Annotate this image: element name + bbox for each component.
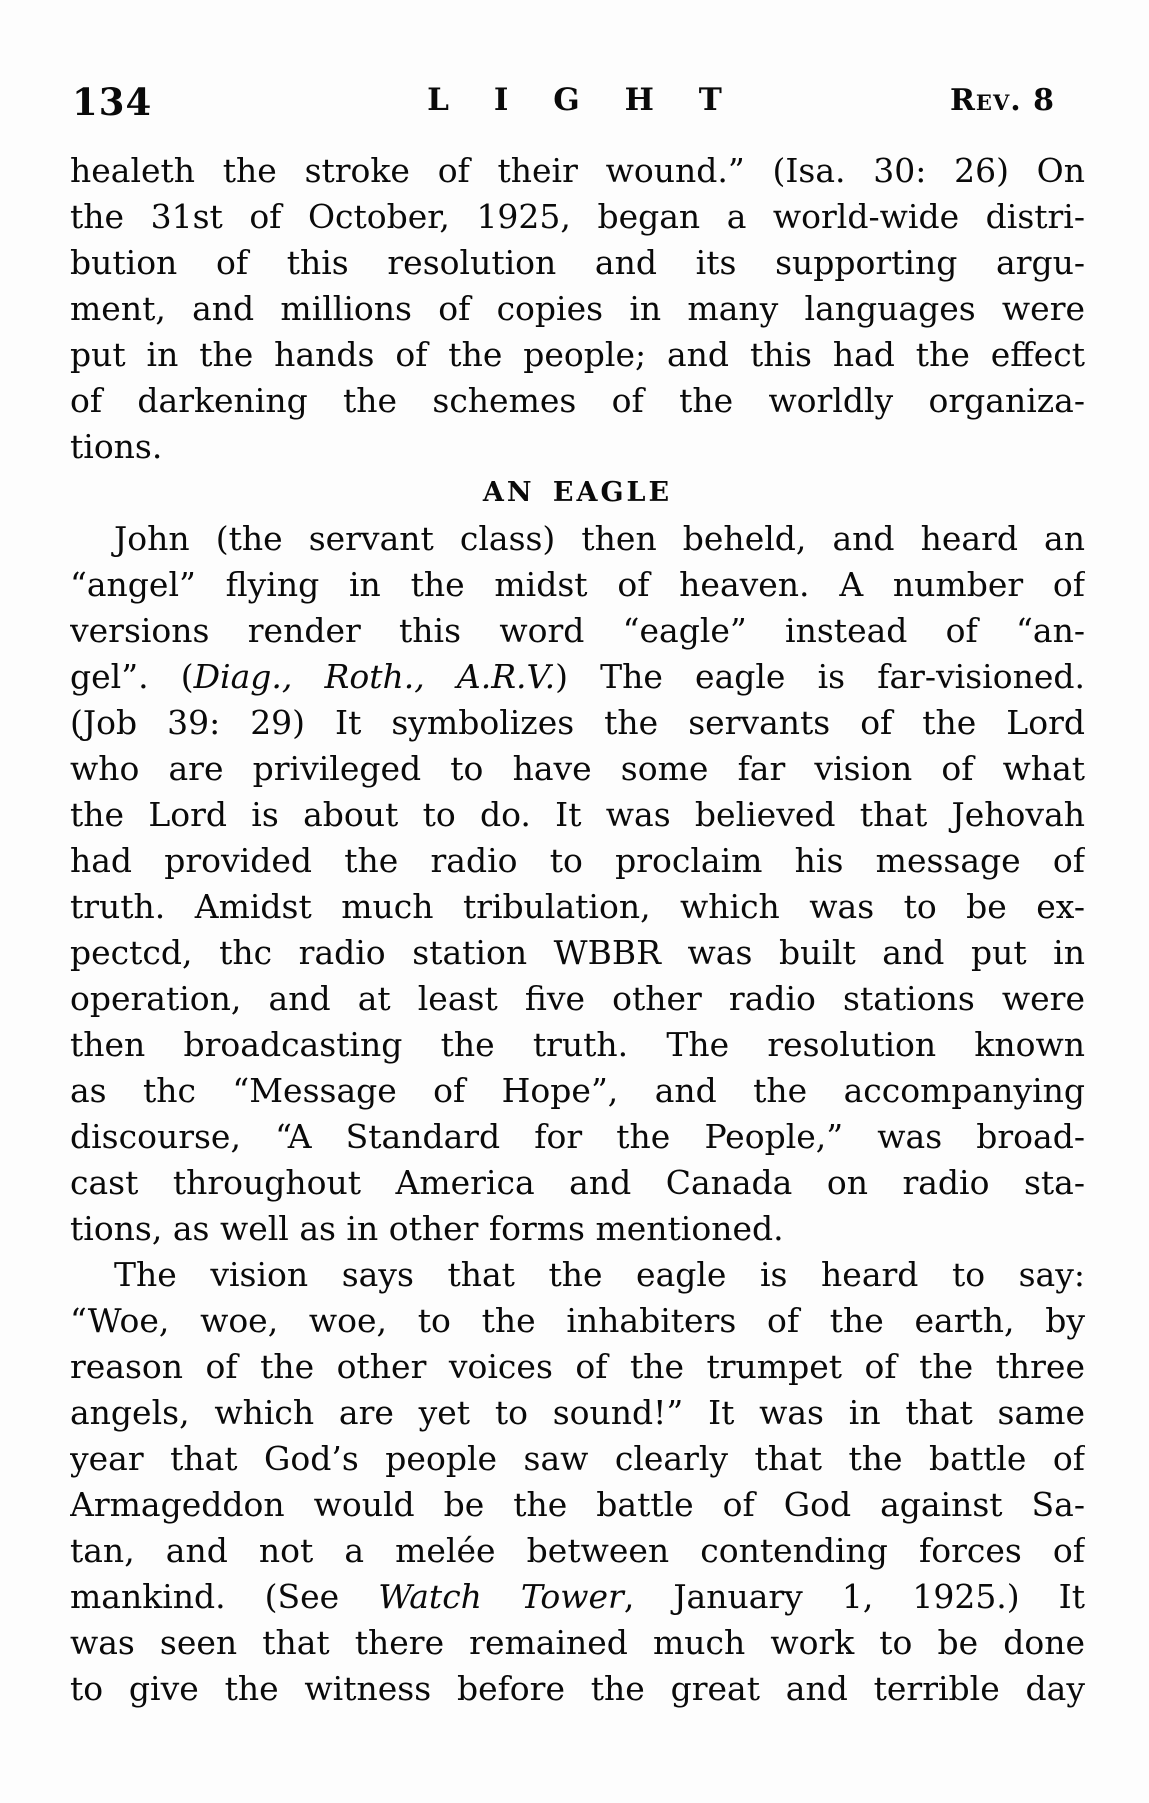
- text-line: year that God’s people saw clearly that the battle of: [70, 1439, 1085, 1478]
- text-line: the 31st of October, 1925, began a world-wide distri-: [70, 197, 1085, 236]
- text-line: The vision says that the eagle is heard to say:: [114, 1255, 1085, 1294]
- page-body: [70, 148, 1085, 1712]
- text-line: pectcd, thc radio station WBBR was built and put in: [70, 933, 1085, 972]
- text-line: mankind. (See Watch Tower, January 1, 1925.) It: [70, 1577, 1085, 1616]
- section-heading: AN EAGLE: [482, 477, 673, 508]
- italic-citation: Watch Tower: [378, 1577, 624, 1616]
- text-line: as thc “Message of Hope”, and the accompanying: [70, 1071, 1085, 1110]
- text-line: the Lord is about to do. It was believed that Jehovah: [70, 795, 1085, 834]
- text-line: “angel” flying in the midst of heaven. A number of: [70, 565, 1085, 604]
- text-line: ment, and millions of copies in many languages were: [70, 289, 1085, 328]
- book-title: L I G H T: [427, 82, 739, 118]
- italic-citation: Diag., Roth., A.R.V.: [193, 657, 556, 696]
- text-line: versions render this word “eagle” instead of “an-: [70, 611, 1085, 650]
- text-line: to give the witness before the great and terrible day: [70, 1669, 1085, 1708]
- text-line: of darkening the schemes of the worldly organiza-: [70, 381, 1085, 420]
- text-line: gel”. (Diag., Roth., A.R.V.) The eagle is far-visioned.: [70, 657, 1085, 696]
- text-line: angels, which are yet to sound!” It was in that same: [70, 1393, 1085, 1432]
- text-line: truth. Amidst much tribulation, which was to be ex-: [70, 887, 1085, 926]
- text-line: (Job 39: 29) It symbolizes the servants of the Lord: [70, 703, 1085, 742]
- text-line: who are privileged to have some far vision of what: [70, 749, 1085, 788]
- text-line: healeth the stroke of their wound.” (Isa. 30: 26) On: [70, 151, 1085, 190]
- text-line: discourse, “A Standard for the People,” was broad-: [70, 1117, 1085, 1156]
- text-line: bution of this resolution and its supporting argu-: [70, 243, 1085, 282]
- text-line: cast throughout America and Canada on radio sta-: [70, 1163, 1085, 1202]
- page-number: 134: [72, 80, 153, 124]
- running-head-reference: Rev. 8: [950, 83, 1055, 118]
- text-line: Armageddon would be the battle of God against Sa-: [70, 1485, 1085, 1524]
- text-line: operation, and at least five other radio stations were: [70, 979, 1085, 1018]
- text-line: was seen that there remained much work to be done: [70, 1623, 1085, 1662]
- text-line: John (the servant class) then beheld, and heard an: [114, 519, 1085, 558]
- text-line: tions, as well as in other forms mentioned.: [70, 1209, 784, 1248]
- text-line: reason of the other voices of the trumpet of the three: [70, 1347, 1085, 1386]
- text-line: then broadcasting the truth. The resolution known: [70, 1025, 1085, 1064]
- text-line: put in the hands of the people; and this had the effect: [70, 335, 1085, 374]
- running-header: [70, 80, 1079, 122]
- text-line: “Woe, woe, woe, to the inhabiters of the earth, by: [70, 1301, 1085, 1340]
- text-line: tions.: [70, 427, 163, 466]
- text-line: tan, and not a melée between contending forces of: [70, 1531, 1085, 1570]
- text-line: had provided the radio to proclaim his message of: [70, 841, 1085, 880]
